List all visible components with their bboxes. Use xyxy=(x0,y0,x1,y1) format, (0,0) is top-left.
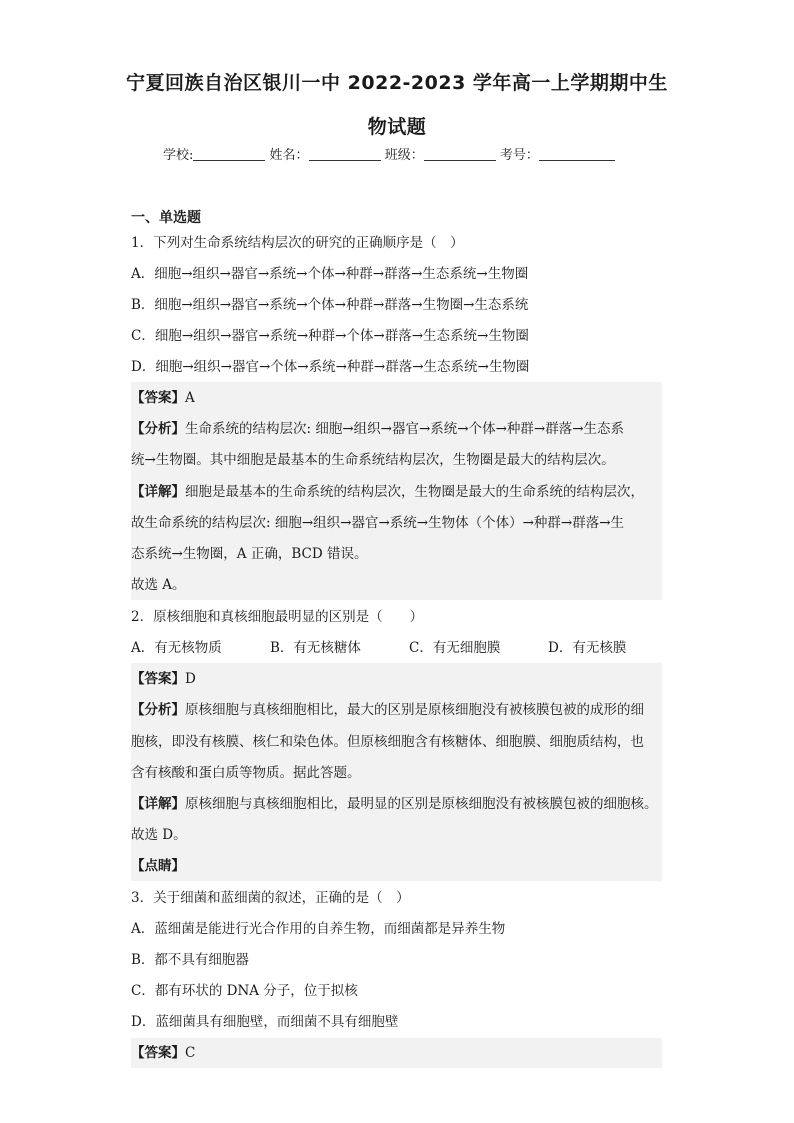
q3-option-a: A．蓝细菌是能进行光合作用的自养生物，而细菌都是异养生物 xyxy=(131,921,506,937)
q1-analysis-1 xyxy=(131,420,624,438)
exam-title-line1: 宁夏回族自治区银川一中 2022-2023 学年高一上学期期中生 xyxy=(126,72,668,94)
q2-conclusion: 故选 D。 xyxy=(131,827,187,843)
detail-text: 原核细胞与真核细胞相比，最明显的区别是原核细胞没有被核膜包被的细胞核。 xyxy=(185,796,658,812)
section-heading: 一、单选题 xyxy=(131,210,201,226)
detail-tag: 【详解】 xyxy=(131,484,185,500)
name-blank[interactable] xyxy=(309,146,381,161)
exam-title-line2: 物试题 xyxy=(367,116,427,138)
class-label: 班级： xyxy=(384,148,424,163)
q2-option-c: C．有无细胞膜 xyxy=(409,640,501,656)
q2-detail-1 xyxy=(131,795,658,813)
analysis-text: 生命系统的结构层次: 细胞→组织→器官→系统→个体→种群→群落→生态系 xyxy=(185,421,625,437)
answer-tag: 【答案】 xyxy=(131,671,185,687)
q1-conclusion: 故选 A。 xyxy=(131,577,186,593)
q1-stem: 1．下列对生命系统结构层次的研究的正确顺序是（ ） xyxy=(131,235,464,251)
q1-option-c: C．细胞→组织→器官→系统→种群→个体→群落→生态系统→生物圈 xyxy=(131,328,529,344)
answer-value: D xyxy=(185,671,196,687)
comment-tag: 【点睛】 xyxy=(131,858,185,874)
q2-option-a: A．有无核物质 xyxy=(131,640,222,656)
q1-answer xyxy=(131,389,195,407)
class-blank[interactable] xyxy=(424,146,496,161)
q2-option-d: D．有无核膜 xyxy=(548,640,627,656)
analysis-tag: 【分析】 xyxy=(131,421,185,437)
q2-analysis-1 xyxy=(131,701,644,719)
q3-answer xyxy=(131,1044,195,1062)
q1-detail-1 xyxy=(131,483,644,501)
q2-analysis-3: 含有核酸和蛋白质等物质。据此答题。 xyxy=(131,765,361,781)
q3-option-d: D．蓝细菌具有细胞壁，而细菌不具有细胞壁 xyxy=(131,1014,399,1030)
detail-text: 细胞是最基本的生命系统的结构层次，生物圈是最大的生命系统的结构层次， xyxy=(185,484,644,500)
q3-option-c: C．都有环状的 DNA 分子，位于拟核 xyxy=(131,983,358,999)
q1-detail-2: 故生命系统的结构层次: 细胞→组织→器官→系统→生物体（个体）→种群→群落→生 xyxy=(131,515,625,531)
q3-solution-box xyxy=(131,1038,662,1068)
analysis-tag: 【分析】 xyxy=(131,702,185,718)
number-label: 考号： xyxy=(499,148,539,163)
q1-option-b: B．细胞→组织→器官→系统→个体→种群→群落→生物圈→生态系统 xyxy=(131,297,529,313)
detail-tag: 【详解】 xyxy=(131,796,185,812)
school-label: 学校: xyxy=(163,148,194,163)
q1-analysis-2: 统→生物圈。其中细胞是最基本的生命系统结构层次，生物圈是最大的结构层次。 xyxy=(131,452,615,468)
analysis-text: 原核细胞与真核细胞相比，最大的区别是原核细胞没有被核膜包被的成形的细 xyxy=(185,702,644,718)
q2-option-b: B．有无核糖体 xyxy=(270,640,361,656)
q1-option-d: D．细胞→组织→器官→个体→系统→种群→群落→生态系统→生物圈 xyxy=(131,359,530,375)
answer-value: A xyxy=(185,390,195,406)
school-blank[interactable] xyxy=(193,146,265,161)
answer-value: C xyxy=(185,1045,196,1061)
q2-comment xyxy=(131,857,185,875)
q1-option-a: A．细胞→组织→器官→系统→个体→种群→群落→生态系统→生物圈 xyxy=(131,266,529,282)
q2-stem: 2．原核细胞和真核细胞最明显的区别是（ ） xyxy=(131,609,424,625)
q2-answer xyxy=(131,670,196,688)
answer-tag: 【答案】 xyxy=(131,390,185,406)
q3-stem: 3．关于细菌和蓝细菌的叙述，正确的是（ ） xyxy=(131,890,410,906)
q3-option-b: B．都不具有细胞器 xyxy=(131,952,249,968)
q2-analysis-2: 胞核，即没有核膜、核仁和染色体。但原核细胞含有核糖体、细胞膜、细胞质结构，也 xyxy=(131,734,644,750)
q1-detail-3: 态系统→生物圈，A 正确，BCD 错误。 xyxy=(131,546,368,562)
student-info-row xyxy=(163,144,615,163)
answer-tag: 【答案】 xyxy=(131,1045,185,1061)
q2-options xyxy=(131,639,648,657)
number-blank[interactable] xyxy=(539,146,615,161)
name-label: 姓名： xyxy=(269,148,309,163)
